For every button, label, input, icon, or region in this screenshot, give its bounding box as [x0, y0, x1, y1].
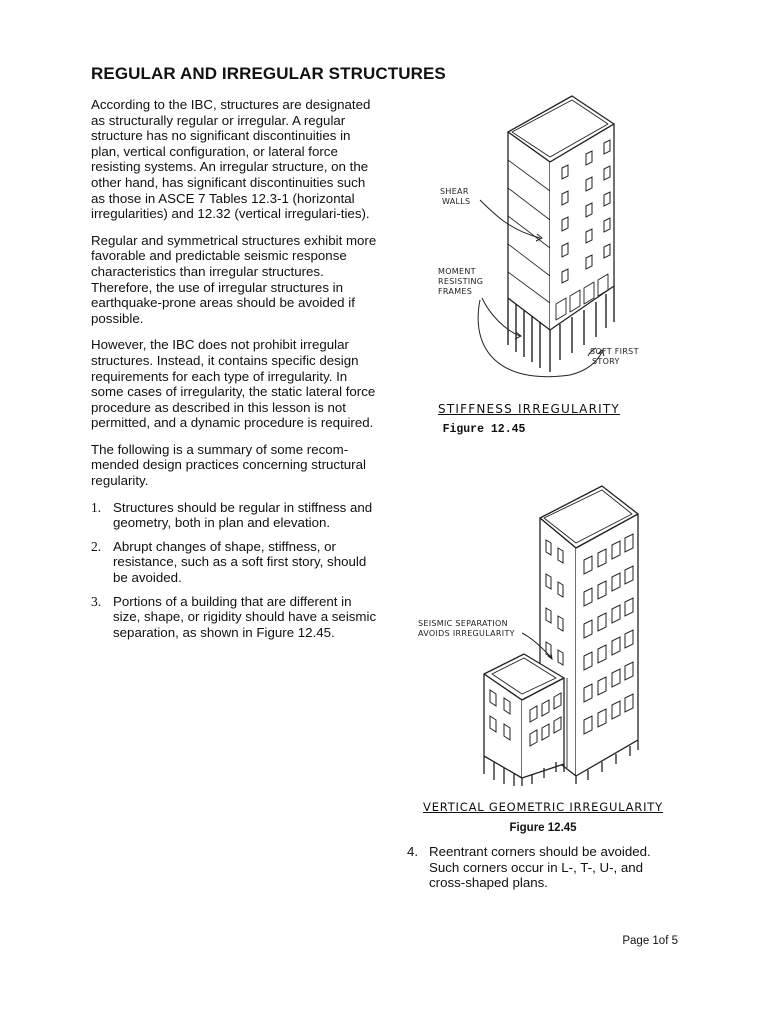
seismic-separation-label: AVOIDS IRREGULARITY: [418, 629, 515, 638]
seismic-separation-label: SEISMIC SEPARATION: [418, 619, 508, 628]
body-text-column: [91, 97, 381, 648]
list-item: [91, 594, 381, 641]
list-number: 3.: [91, 593, 102, 609]
stiffness-irregularity-figure: [420, 90, 640, 390]
list-text: Structures should be regular in stiffness and geometry, both in plan and elevation.: [113, 499, 373, 531]
figure-caption: VERTICAL GEOMETRIC IRREGULARITY: [423, 800, 663, 814]
shear-walls-label: SHEAR: [440, 187, 469, 196]
practice-list: [91, 500, 381, 641]
list-item: [91, 500, 381, 531]
figure-number: Figure 12.45: [442, 423, 526, 436]
list-text: Abrupt changes of shape, stiffness, or resistance, such as a soft first story, should be avoided.: [113, 538, 367, 586]
paragraph: However, the IBC does not prohibit irregular structures. Instead, it contains specific design requirements for each type of irregularity. In some cases of irregularity, the static lateral force procedure as described in this lesson is not permitted, and a dynamic procedure is required.: [91, 337, 376, 431]
paragraph: Regular and symmetrical structures exhibit more favorable and predictable seismic response characteristics than irregular structures. Therefore, the use of irregular structures in earthquake-prone areas should be avoided if possible.: [91, 232, 377, 326]
paragraph: The following is a summary of some recom-mended design practices concerning structural regularity.: [91, 441, 366, 489]
moment-frames-label: RESISTING: [438, 277, 484, 286]
shear-walls-label: WALLS: [442, 197, 471, 206]
list-text: Reentrant corners should be avoided. Such corners occur in L-, T-, U-, and cross-shaped plans.: [429, 844, 651, 891]
vertical-geometric-irregularity-figure: [412, 478, 674, 788]
paragraph: According to the IBC, structures are designated as structurally regular or irregular. A regular structure has no significant discontinuities in plan, vertical configuration, or lateral force resisting systems. An irregular structure, on the other hand, has significant discontinuities such as those in ASCE 7 Tables 12.3-1 (horizontal irregularities) and 12.32 (vertical irregulari-ties).: [91, 97, 371, 222]
list-number: 1.: [91, 499, 102, 515]
page-number: Page 1of 5: [622, 935, 678, 947]
list-number: 2.: [91, 538, 102, 554]
list-item: [407, 844, 677, 891]
list-number: 4.: [407, 844, 419, 859]
list-item: [91, 539, 381, 586]
page-title: REGULAR AND IRREGULAR STRUCTURES: [91, 64, 446, 83]
soft-story-label: STORY: [592, 357, 620, 366]
moment-frames-label: MOMENT: [438, 267, 476, 276]
soft-story-label: SOFT FIRST: [590, 347, 639, 356]
moment-frames-label: FRAMES: [438, 287, 473, 296]
figure-caption: STIFFNESS IRREGULARITY: [438, 402, 620, 416]
list-text: Portions of a building that are different in size, shape, or rigidity should have a seismic separation, as shown in Figure 12.45.: [113, 593, 377, 640]
figure-number: Figure 12.45: [509, 822, 577, 834]
